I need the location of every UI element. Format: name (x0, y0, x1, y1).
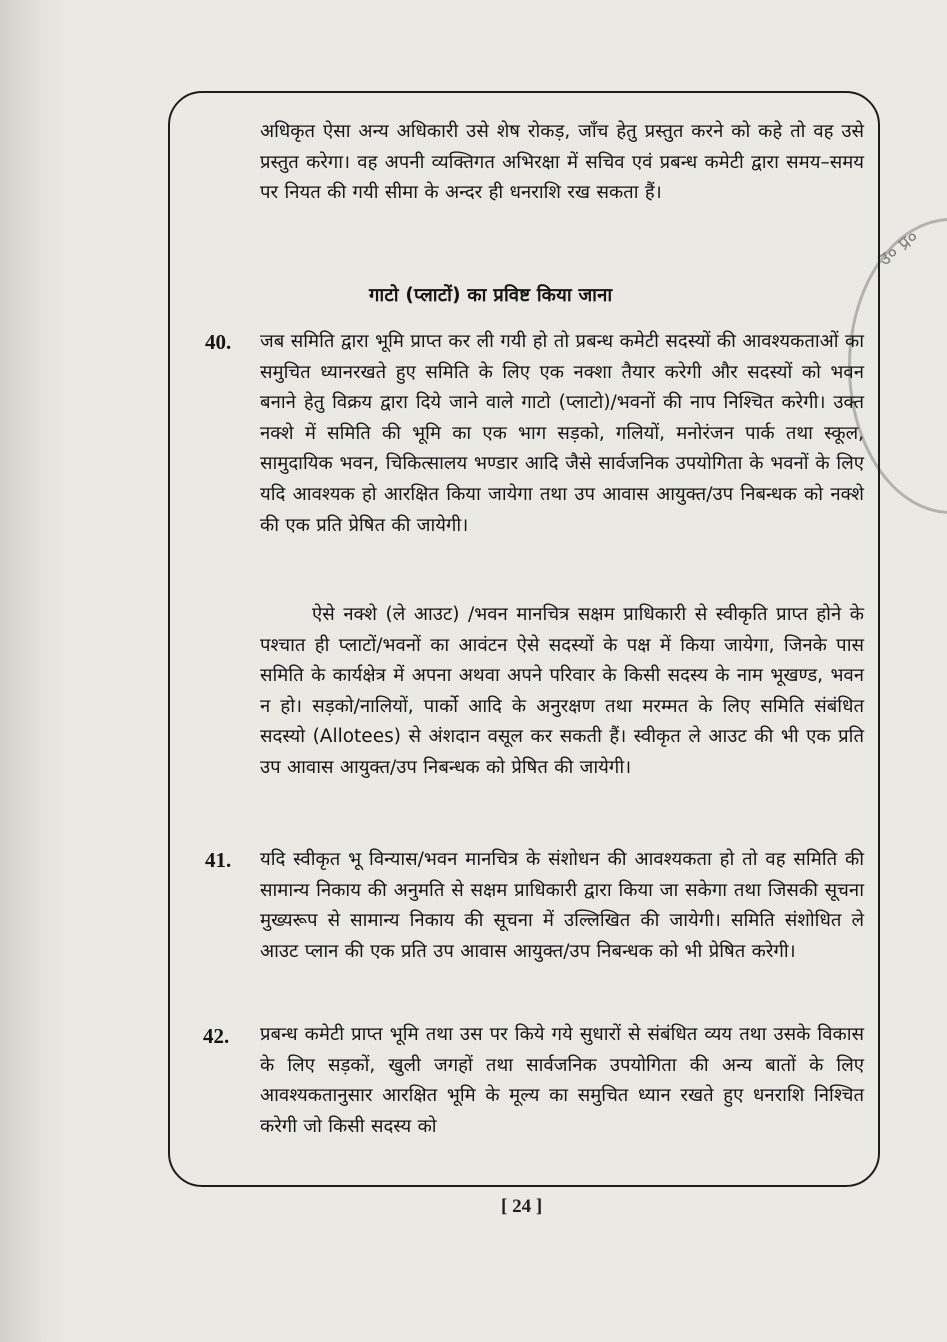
section-40-text-1: जब समिति द्वारा भूमि प्राप्त कर ली गयी हो तो प्रबन्ध कमेटी सदस्यों की आवश्यकताओं का समुचित ध्यानरखते हुए समिति के लिए एक नक्शा तैयार करेगी और सदस्यों को भवन बनाने हेतु विक्रय द्वारा दिये जाने वाले गाटो (प्लाटो)/भवनों की नाप निश्चित करेगी। उक्त नक्शे में समिति की भूमि का एक भाग सड़को, गलियों, मनोरंजन पार्क तथा स्कूल, सामुदायिक भवन, चिकित्सालय भण्डार आदि जैसे सार्वजनिक उपयोगिता के भवनों के लिए यदि आवश्यक हो आरक्षित किया जायेगा तथा उप आवास आयुक्त/उप निबन्धक को नक्शे की एक प्रति प्रेषित की जायेगी। (260, 331, 864, 536)
intro-text: अधिकृत ऐसा अन्य अधिकारी उसे शेष रोकड़, जाँच हेतु प्रस्तुत करने को कहे तो वह उसे प्रस्तुत करेगा। वह अपनी व्यक्तिगत अभिरक्षा में सचिव एवं प्रबन्ध कमेटी द्वारा समय–समय पर नियत की गयी सीमा के अन्दर ही धनराशि रख सकता हैं। (260, 121, 864, 204)
section-40-paragraph-2 (260, 600, 864, 784)
section-number-40: 40. (205, 330, 232, 354)
section-42-text: प्रबन्ध कमेटी प्राप्त भूमि तथा उस पर किये गये सुधारों से संबंधित व्यय तथा उसके विकास के लिए सड़कों, खुली जगहों तथा सार्वजनिक उपयोगिता की अन्य बातों के लिए आवश्यकतानुसार आरक्षित भूमि के मूल्य का समुचित ध्यान रखते हुए धनराशि निश्चित करेगी जो किसी सदस्य को (260, 1024, 864, 1137)
intro-paragraph (260, 117, 864, 209)
section-41-paragraph (260, 845, 864, 967)
section-number-42: 42. (203, 1024, 230, 1048)
page-number: [ 24 ] (501, 1196, 543, 1217)
section-42-paragraph (260, 1020, 864, 1142)
stamp-text: उ० प्र० (874, 226, 923, 271)
section-40-paragraph-1 (260, 327, 864, 541)
section-41-text: यदि स्वीकृत भू विन्यास/भवन मानचित्र के संशोधन की आवश्यकता हो तो वह समिति की सामान्य निकाय की अनुमति से सक्षम प्राधिकारी द्वारा किया जा सकेगा तथा जिसकी सूचना मुख्यरूप से सामान्य निकाय की सूचना में उल्लिखित की जायेगी। समिति संशोधित ले आउट प्लान की एक प्रति उप आवास आयुक्त/उप निबन्धक को भी प्रेषित करेगी। (260, 849, 864, 962)
section-heading: गाटो (प्लाटों) का प्रविष्ट किया जाना (369, 285, 613, 306)
page-edge (0, 0, 70, 1342)
section-number-41: 41. (205, 848, 232, 872)
section-40-text-2: ऐसे नक्शे (ले आउट) /भवन मानचित्र सक्षम प्राधिकारी से स्वीकृति प्राप्त होने के पश्चात ही प्लाटों/भवनों का आवंटन ऐसे सदस्यों के पक्ष में किया जायेगा, जिनके पास समिति के कार्यक्षेत्र में अपना अथवा अपने परिवार के किसी सदस्य के नाम भूखण्ड, भवन न हो। सड़को/नालियों, पार्को आदि के अनुरक्षण तथा मरम्मत के लिए समिति संबंधित सदस्यो (Allotees) से अंशदान वसूल कर सकती हैं। स्वीकृत ले आउट की भी एक प्रति उप आवास आयुक्त/उप निबन्धक को प्रेषित की जायेगी। (260, 604, 864, 778)
